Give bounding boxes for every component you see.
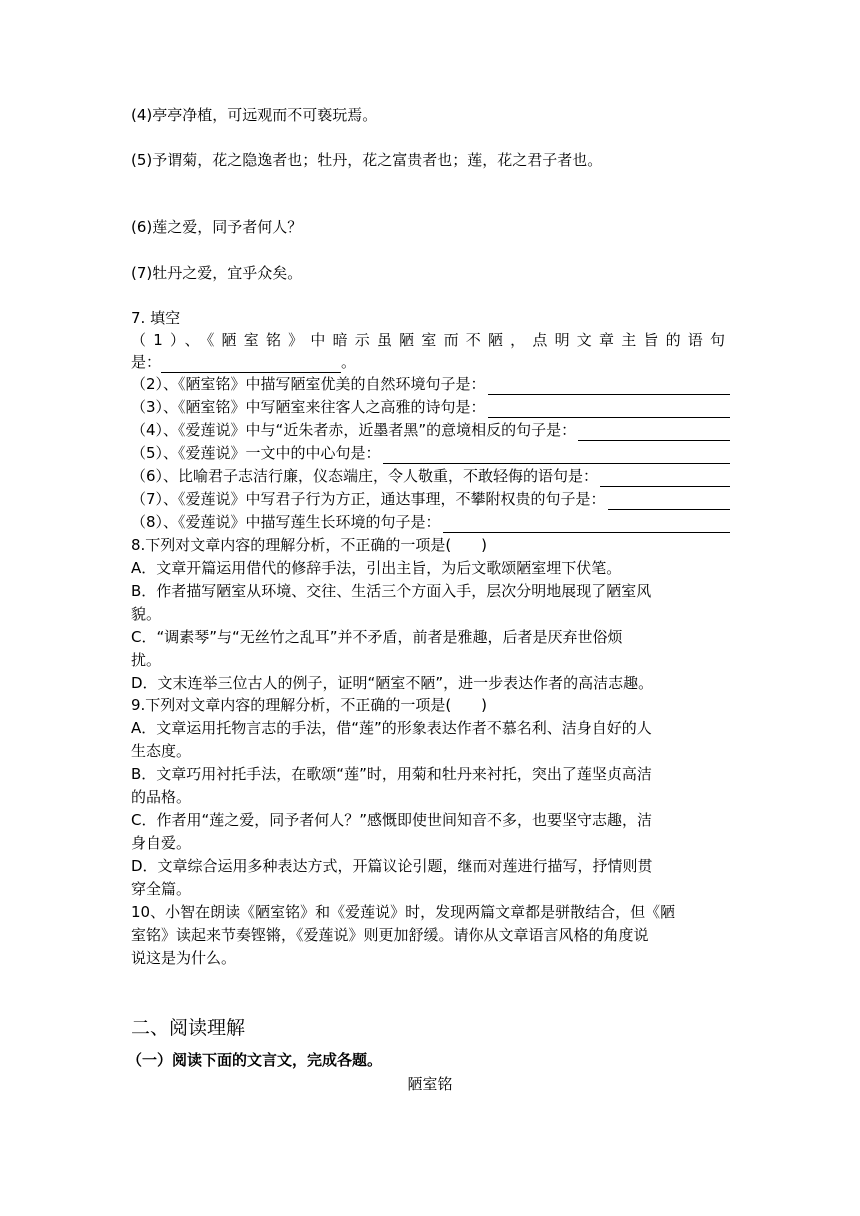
q9-option-b: B．文章巧用衬托手法，在歌颂“莲”时，用菊和牡丹来衬托，突出了莲坚贞高洁	[131, 765, 652, 783]
q7-item7	[131, 488, 730, 510]
q7-title: 7. 填空	[131, 309, 181, 327]
q9-option-d-cont: 穿全篇。	[131, 880, 192, 898]
section-heading: 二、阅读理解	[131, 1017, 246, 1039]
q7-item8	[131, 511, 730, 533]
q9-option-b-cont: 的品格。	[131, 788, 192, 806]
answer-blank[interactable]	[600, 470, 730, 487]
q7-item3	[131, 396, 730, 418]
q7-item5-text: （5）、《爱莲说》一文中的中心句是：	[131, 444, 381, 462]
passage-title: 陋室铭	[407, 1075, 453, 1093]
q10-line3: 说这是为什么。	[131, 949, 237, 967]
line-7: (7)牡丹之爱，宜乎众矣。	[131, 264, 303, 282]
q7-item4	[131, 419, 730, 441]
q8-option-a: A．文章开篇运用借代的修辞手法，引出主旨，为后文歌颂陋室埋下伏笔。	[131, 559, 622, 577]
q7-item1-line1: （1）、《陋室铭》中暗示虽陋室而不陋，点明文章主旨的语句	[131, 331, 730, 349]
answer-blank[interactable]	[488, 378, 730, 395]
q8-option-c: C．“调素琴”与“无丝竹之乱耳”并不矛盾，前者是雅趣，后者是厌弃世俗烦	[131, 628, 623, 646]
q7-item4-text: （4）、《爱莲说》中与“近朱者赤，近墨者黑”的意境相反的句子是：	[131, 421, 577, 439]
answer-blank[interactable]	[608, 493, 730, 510]
line-6: (6)莲之爱，同予者何人？	[131, 218, 303, 236]
answer-blank[interactable]	[488, 401, 730, 418]
q7-item1-label: 是：	[131, 353, 162, 371]
answer-blank[interactable]	[443, 516, 730, 533]
q7-item7-text: （7）、《爱莲说》中写君子行为方正，通达事理，不攀附权贵的句子是：	[131, 490, 606, 508]
q9-option-d: D．文章综合运用多种表达方式，开篇议论引题，继而对莲进行描写，抒情则贯	[131, 857, 653, 875]
answer-blank[interactable]	[161, 358, 341, 373]
q8-option-d: D．文末连举三位古人的例子，证明“陋室不陋”，进一步表达作者的高洁志趣。	[131, 674, 654, 692]
q8-option-c-cont: 扰。	[131, 651, 162, 669]
q9-option-c-cont: 身自爱。	[131, 834, 192, 852]
q9-option-a: A．文章运用托物言志的手法，借“莲”的形象表达作者不慕名利、洁身自好的人	[131, 719, 652, 737]
section-subheading: （一）阅读下面的文言文，完成各题。	[127, 1051, 383, 1069]
line-5: (5)予谓菊，花之隐逸者也；牡丹，花之富贵者也；莲，花之君子者也。	[131, 151, 603, 169]
q7-item6	[131, 465, 730, 487]
q10-line2: 室铭》读起来节奏铿锵，《爱莲说》则更加舒缓。请你从文章语言风格的角度说	[131, 926, 649, 944]
q7-item5	[131, 442, 730, 464]
q8-option-b: B．作者描写陋室从环境、交往、生活三个方面入手，层次分明地展现了陋室风	[131, 582, 652, 600]
q8-option-b-cont: 貌。	[131, 605, 162, 623]
q8-stem: 8.下列对文章内容的理解分析，不正确的一项是( )	[131, 536, 488, 554]
q7-item1-line2	[131, 351, 356, 373]
line-4: (4)亭亭净植，可远观而不可亵玩焉。	[131, 106, 378, 124]
q10-line1: 10、小智在朗读《陋室铭》和《爱莲说》时，发现两篇文章都是骈散结合，但《陋	[131, 903, 676, 921]
answer-blank[interactable]	[578, 424, 730, 441]
q9-option-c: C．作者用“莲之爱，同予者何人？”感慨即使世间知音不多，也要坚守志趣，洁	[131, 811, 653, 829]
q9-option-a-cont: 生态度。	[131, 742, 192, 760]
q9-stem: 9.下列对文章内容的理解分析，不正确的一项是( )	[131, 696, 488, 714]
q7-item8-text: （8）、《爱莲说》中描写莲生长环境的句子是：	[131, 513, 441, 531]
q7-item6-text: （6）、比喻君子志洁行廉，仪态端庄，令人敬重，不敢轻侮的语句是：	[131, 467, 599, 485]
answer-blank[interactable]	[383, 447, 730, 464]
q7-item2-text: （2）、《陋室铭》中描写陋室优美的自然环境句子是：	[131, 375, 486, 393]
q7-item3-text: （3）、《陋室铭》中写陋室来往客人之高雅的诗句是：	[131, 398, 486, 416]
q7-item1-end: 。	[341, 353, 357, 371]
q7-item2	[131, 373, 730, 395]
